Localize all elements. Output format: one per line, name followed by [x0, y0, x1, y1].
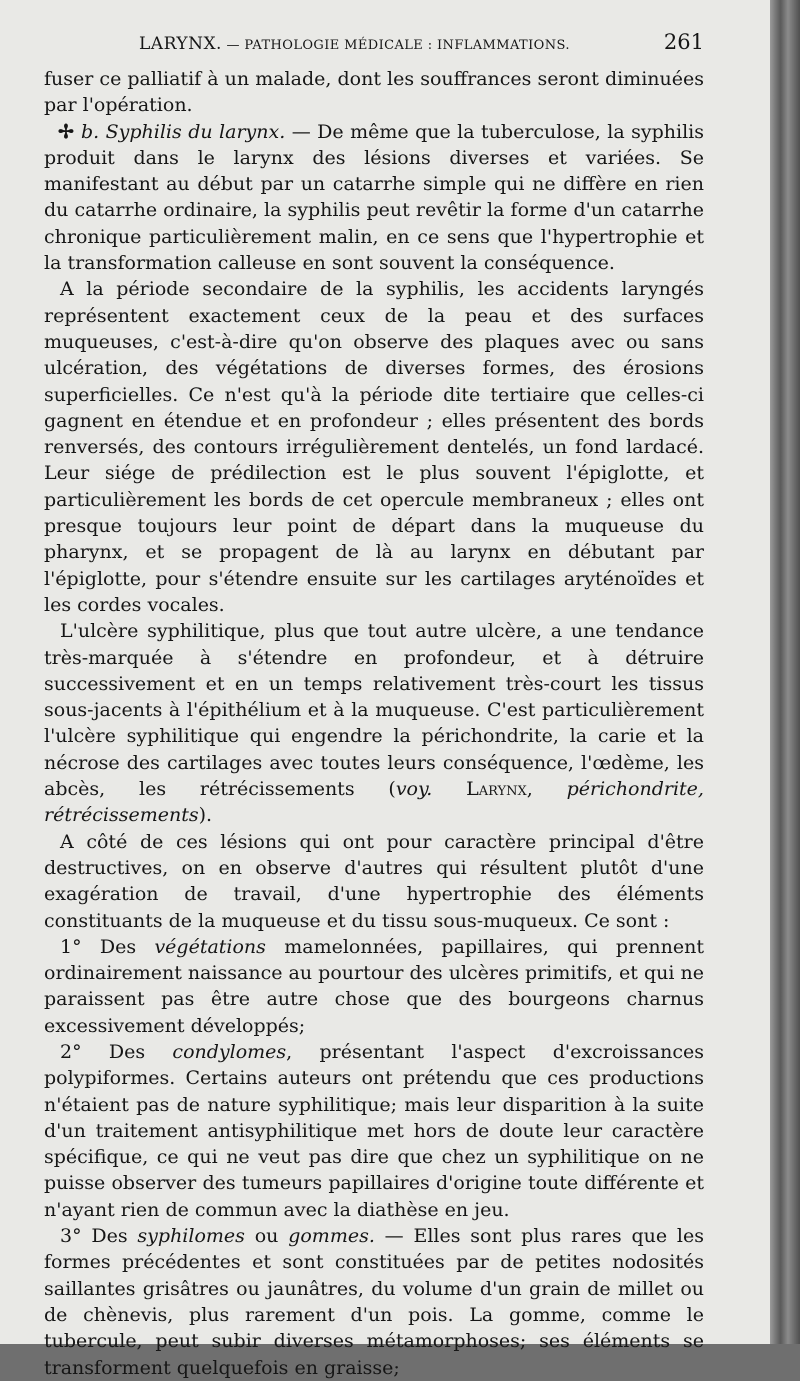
- body-text: [44, 66, 704, 1381]
- header-title-rest: — PATHOLOGIE MÉDICALE : INFLAMMATIONS.: [221, 38, 570, 53]
- paragraph-3: [44, 618, 704, 828]
- header-title: [139, 34, 570, 54]
- list-number-3: 3° Des: [60, 1225, 138, 1248]
- term-vegetations: végétations: [154, 935, 266, 958]
- paragraph-1: [44, 119, 704, 277]
- section-heading: b. Syphilis du larynx.: [80, 120, 286, 143]
- paragraph-2: A la période secondaire de la syphilis, les accidents laryngés représentent exactement ceux de la peau et des surfaces muqueuses, c'est-à-dire qu'on observe des plaques avec ou sans ulcération, des végétations de diverses formes, des érosions superficielles. Ce n'est qu'à la période dite tertiaire que celles-ci gagnent en étendue et en profondeur ; elles présentent des bords renversés, des contours irrégulièrement dentelés, un fond lardacé. Leur siége de prédilection est le plus souvent l'épiglotte, et particulièrement les bords de cet opercule membraneux ; elles ont presque toujours leur point de départ dans la muqueuse du pharynx, et se propagent de là au larynx en débutant par l'épiglotte, pour s'étendre ensuite sur les cartilages aryténoïdes et les cordes vocales.: [44, 278, 704, 616]
- list-item-1: [44, 934, 704, 1039]
- voy-abbrev: voy.: [395, 778, 433, 801]
- paragraph-0: fuser ce palliatif à un malade, dont les souffrances seront diminuées par l'opération.: [44, 68, 704, 117]
- ref-comma: ,: [526, 778, 567, 801]
- conj-ou: ou: [244, 1225, 289, 1248]
- list-number-2: 2° Des: [60, 1040, 173, 1063]
- term-syphilomes: syphilomes: [137, 1225, 245, 1248]
- list-text-1: mamelonnées, papillaires, qui prennent ordinairement naissance au pourtour des ulcères primitifs, et qui ne paraissent pas être autre chose que des bourgeons charnus excessivement développés;: [44, 935, 704, 1037]
- paragraph-3-text: L'ulcère syphilitique, plus que tout autre ulcère, a une tendance très-marquée à s'étendre en profondeur, et à détruire successivement et en un temps relativement très-court les tissus sous-jacents à l'épithélium et à la muqueuse. C'est particulièrement l'ulcère syphilitique qui engendre la périchondrite, la carie et la nécrose des cartilages avec toutes leurs conséquence, l'œdème, les abcès, les rétrécissements (: [44, 620, 704, 801]
- list-number-1: 1° Des: [60, 935, 155, 958]
- term-condylomes: condylomes: [172, 1040, 287, 1063]
- paragraph-1-text: — De même que la tuberculose, la syphilis produit dans le larynx des lésions diverses et variées. Se manifestant au début par un catarrhe simple qui ne diffère en rien du catarrhe ordinaire, la syphilis peut revêtir la forme d'un catarrhe chronique particulièrement malin, en ce sens que l'hypertrophie et la transformation calleuse en sont souvent la conséquence.: [44, 120, 704, 275]
- list-item-2: [44, 1039, 704, 1223]
- list-item-3: [44, 1223, 704, 1381]
- list-text-3: — Elles sont plus rares que les formes précédentes et sont constituées par de petites nodosités saillantes grisâtres ou jaunâtres, du volume d'un grain de millet ou de chènevis, plus rarement d'un pois. La gomme, comme le tubercule, peut subir diverses métamorphoses; ses éléments se transforment quelquefois en graisse;: [44, 1225, 704, 1379]
- page-number: 261: [663, 30, 704, 54]
- larynx-ref: Larynx: [432, 778, 527, 801]
- page-edge-shadow: [770, 0, 800, 1344]
- term-gommes: gommes.: [288, 1225, 375, 1248]
- list-text-2: , présentant l'aspect d'excroissances polypiformes. Certains auteurs ont prétendu que ces productions n'étaient pas de nature syphilitique; mais leur disparition à la suite d'un traitement antisyphilitique met hors de doute leur caractère spécifique, ce qui ne veut pas dire que chez un syphilitique on ne puisse observer des tumeurs papillaires d'origine toute différente et n'ayant rien de commun avec la diathèse en jeu.: [44, 1040, 705, 1221]
- paragraph-4: A côté de ces lésions qui ont pour caractère principal d'être destructives, on en observe d'autres qui résultent plutôt d'une exagération de travail, d'une hypertrophie des éléments constituants de la muqueuse et du tissu sous-muqueux. Ce sont :: [44, 830, 704, 932]
- running-header: [44, 30, 704, 62]
- margin-mark: ✢: [58, 120, 81, 143]
- ref-end: ).: [198, 804, 213, 827]
- cross-reference: périchondrite, rétrécissements: [44, 778, 704, 827]
- header-title-main: LARYNX.: [139, 34, 222, 54]
